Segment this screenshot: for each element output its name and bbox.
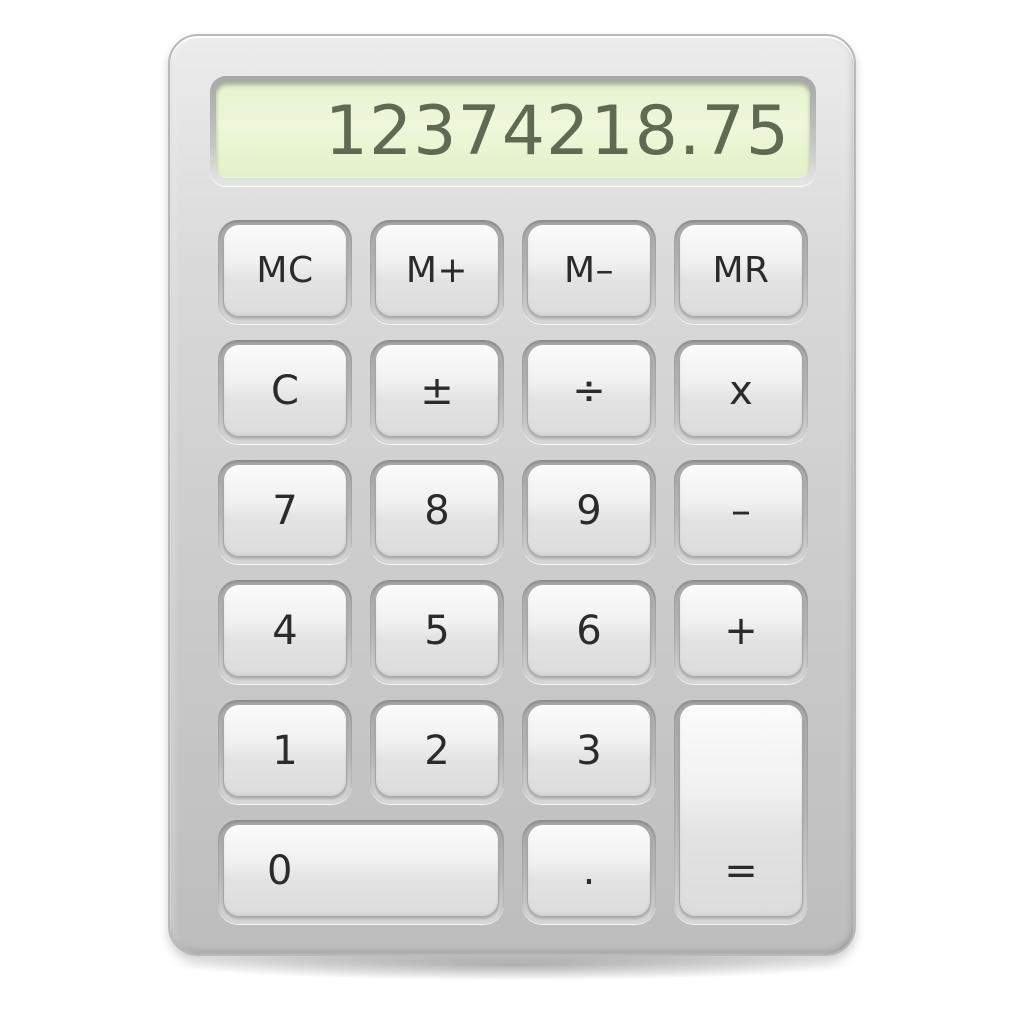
- digit-7-button[interactable]: 7: [223, 464, 347, 557]
- digit-6-button[interactable]: 6: [527, 584, 651, 677]
- key-well: [370, 460, 504, 564]
- key-well: [522, 580, 656, 684]
- key-well: [522, 700, 656, 804]
- digit-0-button[interactable]: 0: [223, 824, 499, 917]
- key-well: [218, 460, 352, 564]
- key-well: [370, 220, 504, 324]
- key-well: [674, 340, 808, 444]
- key-well: [218, 340, 352, 444]
- digit-1-button[interactable]: 1: [223, 704, 347, 797]
- key-well: [674, 580, 808, 684]
- digit-5-button[interactable]: 5: [375, 584, 499, 677]
- key-well: [674, 220, 808, 324]
- multiply-button[interactable]: x: [679, 344, 803, 437]
- calculator-body: [168, 34, 856, 956]
- memory-clear-button[interactable]: MC: [223, 224, 347, 317]
- key-well: [522, 820, 656, 924]
- key-well: [522, 340, 656, 444]
- memory-subtract-button[interactable]: M–: [527, 224, 651, 317]
- minus-button[interactable]: –: [679, 464, 803, 557]
- key-well: [218, 580, 352, 684]
- key-well: [218, 700, 352, 804]
- digit-9-button[interactable]: 9: [527, 464, 651, 557]
- key-well: [674, 700, 808, 924]
- display-screen: [216, 82, 810, 178]
- digit-4-button[interactable]: 4: [223, 584, 347, 677]
- clear-button[interactable]: C: [223, 344, 347, 437]
- key-well: [522, 460, 656, 564]
- key-well: [370, 340, 504, 444]
- key-well: [674, 460, 808, 564]
- key-well: [218, 820, 504, 924]
- memory-recall-button[interactable]: MR: [679, 224, 803, 317]
- divide-button[interactable]: ÷: [527, 344, 651, 437]
- equals-button[interactable]: =: [679, 704, 803, 917]
- digit-2-button[interactable]: 2: [375, 704, 499, 797]
- memory-add-button[interactable]: M+: [375, 224, 499, 317]
- key-well: [370, 580, 504, 684]
- key-well: [370, 700, 504, 804]
- display-bezel: [210, 76, 816, 186]
- digit-3-button[interactable]: 3: [527, 704, 651, 797]
- key-well: [522, 220, 656, 324]
- display-value: 12374218.75: [324, 92, 790, 171]
- key-well: [218, 220, 352, 324]
- decimal-point-button[interactable]: .: [527, 824, 651, 917]
- plus-button[interactable]: +: [679, 584, 803, 677]
- plus-minus-button[interactable]: ±: [375, 344, 499, 437]
- digit-8-button[interactable]: 8: [375, 464, 499, 557]
